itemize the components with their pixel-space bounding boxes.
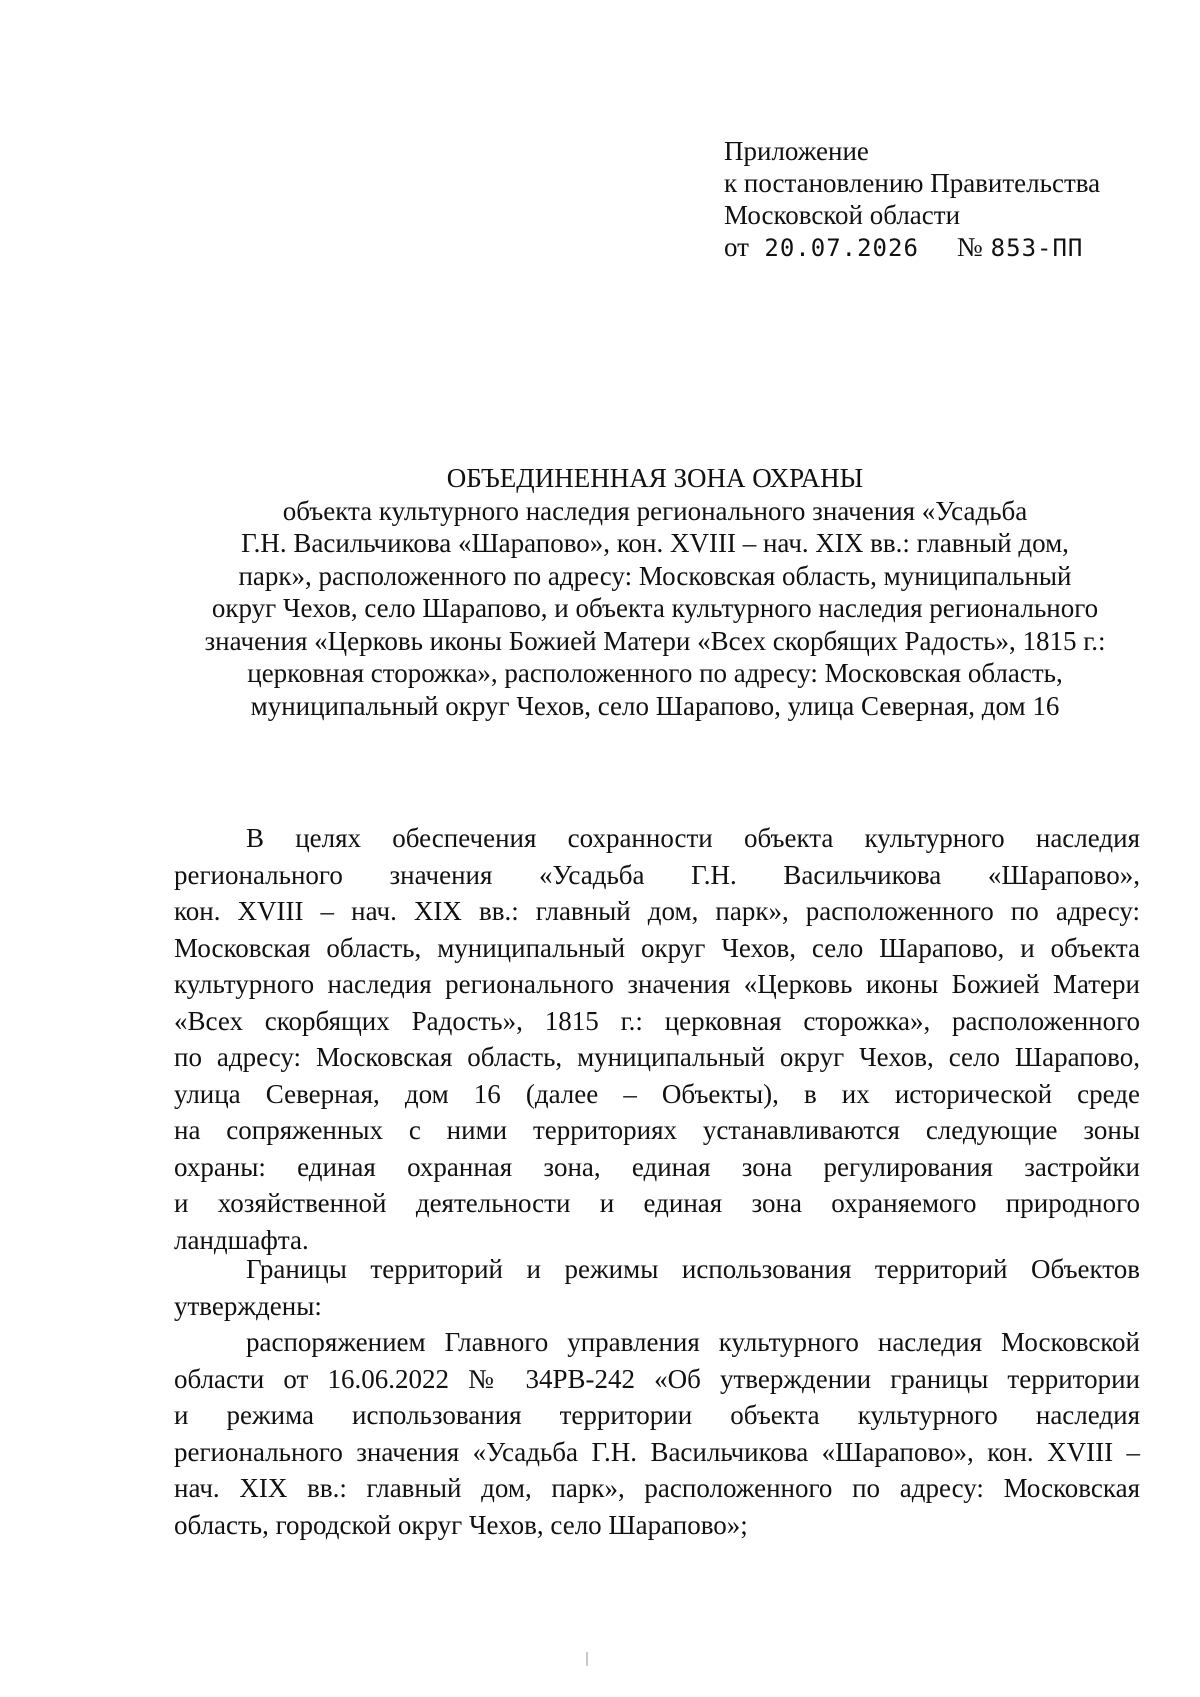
- title-line: парк», расположенного по адресу: Московская область, муниципальный: [238, 560, 1072, 591]
- paragraph-line: кон. XVIII – нач. XIX вв.: главный дом, парк», расположенного по адресу:: [174, 896, 1140, 926]
- paragraph-line: на сопряженных с ними территориях устанавливаются следующие зоны: [174, 1115, 1140, 1145]
- date-prefix: от: [724, 232, 749, 262]
- paragraph-line: регионального значения «Усадьба Г.Н. Васильчикова «Шарапово»,: [174, 859, 1140, 890]
- paragraph-line: Границы территорий и режимы использования территорий Объектов: [246, 1254, 1140, 1284]
- title-line: Г.Н. Васильчикова «Шарапово», кон. XVIII – нач. XIX вв.: главный дом,: [241, 528, 1069, 558]
- paragraph-line: регионального значения «Усадьба Г.Н. Васильчикова «Шарапово», кон. XVIII –: [174, 1436, 1140, 1467]
- paragraph-line: культурного наследия регионального значения «Церковь иконы Божией Матери: [174, 969, 1140, 999]
- document-title: [170, 462, 1140, 722]
- number-sign: №: [956, 232, 983, 262]
- paragraph-line: нач. XIX вв.: главный дом, парк», расположенного по адресу: Московская: [174, 1473, 1140, 1503]
- resolution-number: 853-ПП: [990, 234, 1084, 262]
- title-line: округ Чехов, село Шарапово, и объекта культурного наследия регионального: [211, 593, 1099, 623]
- title-line: муниципальный округ Чехов, село Шарапово, улица Северная, дом 16: [250, 690, 1060, 721]
- scan-artifact: [586, 1652, 588, 1666]
- paragraph-line: утверждены:: [174, 1290, 322, 1321]
- paragraph-line: В целях обеспечения сохранности объекта культурного наследия: [246, 823, 1140, 853]
- paragraph-line: улица Северная, дом 16 (далее – Объекты), в их исторической среде: [174, 1078, 1140, 1109]
- paragraph-line: охраны: единая охранная зона, единая зона регулирования застройки: [174, 1151, 1140, 1182]
- appendix-header: [724, 135, 1100, 264]
- paragraph-line: и режима использования территории объекта культурного наследия: [174, 1400, 1140, 1430]
- paragraph-line: распоряжением Главного управления культурного наследия Московской: [246, 1327, 1140, 1357]
- appendix-region: Московской области: [724, 200, 961, 230]
- paragraph-boundaries: [174, 1251, 1140, 1324]
- resolution-date: 20.07.2026: [764, 234, 919, 262]
- appendix-label: Приложение: [724, 136, 869, 166]
- appendix-resolution-ref: к постановлению Правительства: [724, 168, 1101, 198]
- paragraph-line: по адресу: Московская область, муниципальный округ Чехов, село Шарапово,: [174, 1042, 1140, 1072]
- paragraph-line: области от 16.06.2022 № 34РВ-242 «Об утверждении границы территории: [174, 1363, 1140, 1394]
- appendix-date-number: [724, 231, 1100, 264]
- paragraph-purpose: [174, 820, 1140, 1258]
- paragraph-line: и хозяйственной деятельности и единая зона охраняемого природного: [174, 1188, 1140, 1218]
- title-line: церковная сторожка», расположенного по адресу: Московская область,: [247, 658, 1063, 688]
- title-line: объекта культурного наследия регионального значения «Усадьба: [282, 495, 1028, 526]
- paragraph-line: ландшафта.: [174, 1224, 309, 1255]
- title-heading: ОБЪЕДИНЕННАЯ ЗОНА ОХРАНЫ: [446, 463, 864, 493]
- paragraph-line: «Всех скорбящих Радость», 1815 г.: церковная сторожка», расположенного: [174, 1005, 1140, 1036]
- paragraph-line: область, городской округ Чехов, село Шарапово»;: [174, 1509, 748, 1540]
- paragraph-order-reference: [174, 1324, 1140, 1543]
- title-line: значения «Церковь иконы Божией Матери «Всех скорбящих Радость», 1815 г.:: [204, 625, 1106, 656]
- paragraph-line: Московская область, муниципальный округ Чехов, село Шарапово, и объекта: [174, 932, 1140, 963]
